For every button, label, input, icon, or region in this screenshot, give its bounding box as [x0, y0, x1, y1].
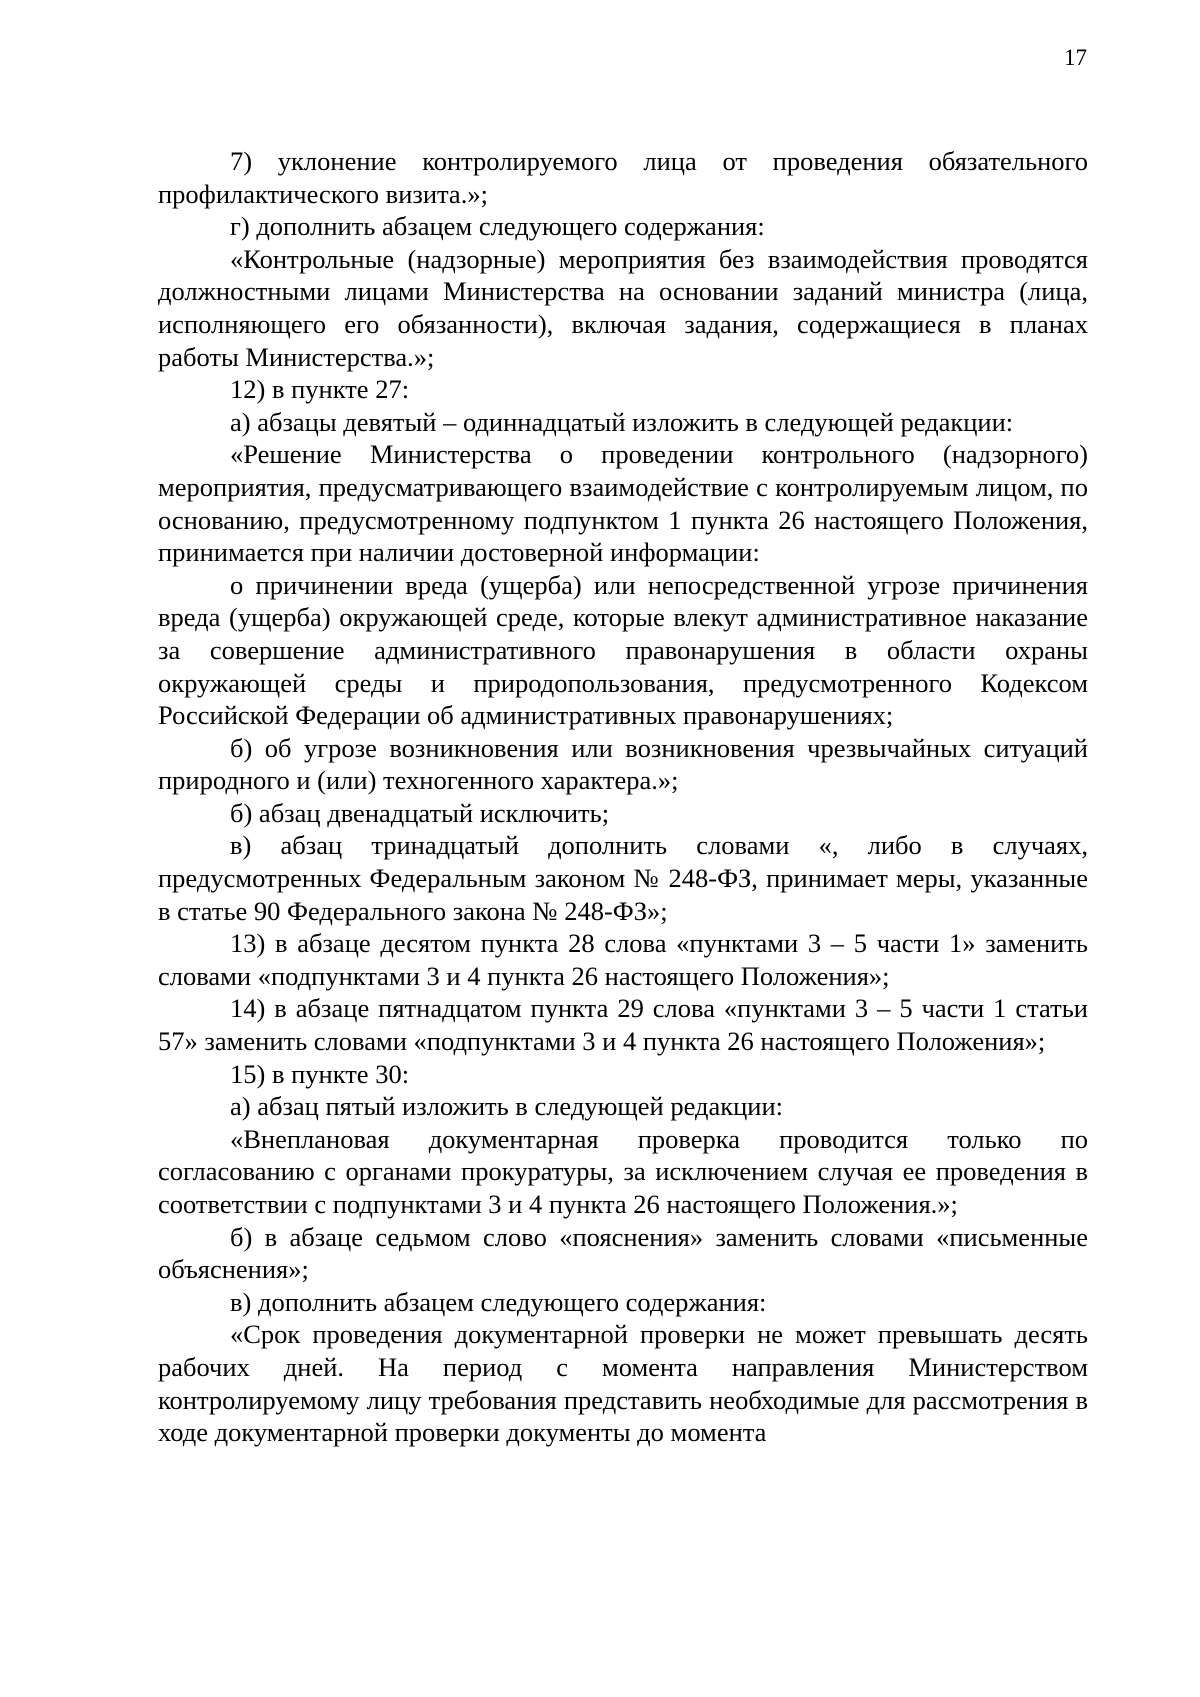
paragraph: 13) в абзаце десятом пункта 28 слова «пунктами 3 – 5 части 1» заменить словами «подпунктами 3 и 4 пункта 26 настоящего Положения»;	[158, 928, 1088, 991]
paragraph: «Решение Министерства о проведении контрольного (надзорного) мероприятия, предусматривающего взаимодействие с контролируемым лицом, по основанию, предусмотренному подпунктом 1 пункта 26 настоящего Положения, принимается при наличии достоверной информации:	[158, 439, 1088, 568]
paragraph: «Внеплановая документарная проверка проводится только по согласованию с органами прокуратуры, за исключением случая ее проведения в соответствии с подпунктами 3 и 4 пункта 26 настоящего Положения.»;	[158, 1123, 1088, 1219]
paragraph: б) об угрозе возникновения или возникновения чрезвычайных ситуаций природного и (или) техногенного характера.»;	[158, 732, 1088, 796]
paragraph: о причинении вреда (ущерба) или непосредственной угрозе причинения вреда (ущерба) окружающей среде, которые влекут административное наказание за совершение административного правонарушения в области охраны окружающей среды и природопользования, предусмотренного Кодексом Российской Федерации об административных правонарушениях;	[158, 569, 1088, 731]
document-body	[158, 145, 1088, 1449]
paragraph: «Срок проведения документарной проверки не может превышать десять рабочих дней. На период с момента направления Министерством контролируемому лицу требования представить необходимые для рассмотрения в ходе документарной проверки документы до момента	[158, 1319, 1088, 1448]
paragraph: в) абзац тринадцатый дополнить словами «, либо в случаях, предусмотренных Федеральным законом № 248-ФЗ, принимает меры, указанные в статье 90 Федерального закона № 248-ФЗ»;	[158, 830, 1088, 926]
paragraph: 12) в пункте 27:	[230, 374, 410, 405]
paragraph: 15) в пункте 30:	[230, 1058, 410, 1089]
paragraph: а) абзацы девятый – одиннадцатый изложить в следующей редакции:	[230, 406, 1014, 437]
paragraph: г) дополнить абзацем следующего содержания:	[230, 211, 765, 242]
paragraph: 14) в абзаце пятнадцатом пункта 29 слова «пунктами 3 – 5 части 1 статьи 57» заменить словами «подпунктами 3 и 4 пункта 26 настоящего Положения»;	[158, 993, 1088, 1057]
paragraph: в) дополнить абзацем следующего содержания:	[230, 1286, 767, 1317]
paragraph: б) абзац двенадцатый исключить;	[230, 797, 610, 828]
paragraph: б) в абзаце седьмом слово «пояснения» заменить словами «письменные объяснения»;	[158, 1221, 1088, 1285]
page-number: 17	[1064, 45, 1087, 70]
paragraph: «Контрольные (надзорные) мероприятия без взаимодействия проводятся должностными лицами Министерства на основании заданий министра (лица, исполняющего его обязанности), включая задания, содержащиеся в планах работы Министерства.»;	[158, 243, 1088, 372]
paragraph: а) абзац пятый изложить в следующей редакции:	[230, 1091, 784, 1122]
paragraph: 7) уклонение контролируемого лица от проведения обязательного профилактического визита.»;	[158, 146, 1088, 209]
